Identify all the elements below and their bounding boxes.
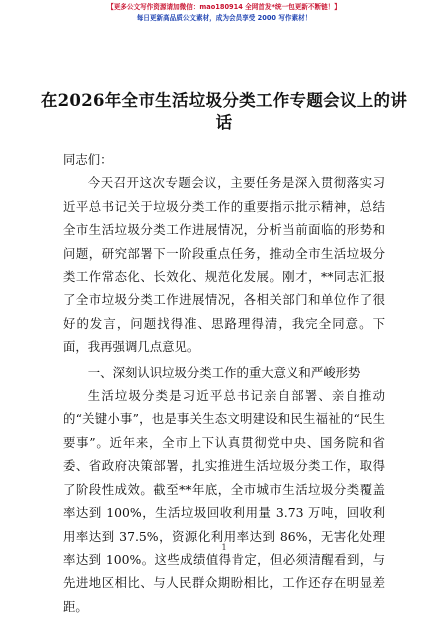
header-banner	[0, 2, 448, 24]
section-heading-1: 一、深刻认识垃圾分类工作的重大意义和严峻形势	[87, 364, 361, 380]
salutation: 同志们：	[63, 152, 113, 167]
paragraph-intro: 今天召开这次专题会议，主要任务是深入贯彻落实习近平总书记关于垃圾分类工作的重要指示批示精神，总结全市生活垃圾分类工作进展情况，分析当前面临的形势和问题，研究部署下一阶段重点任务，推动全市生活垃圾分类工作常态化、长效化、规范化发展。刚才，**同志汇报了全市垃圾分类工作进展情况，各相关部门和单位作了很好的发言，问题找得准、思路理得清，我完全同意。下面，我再强调几点意见。	[63, 175, 385, 355]
banner-line-1: 【更多公文写作资源请加微信：mao180914 全网首发*统一包更新不断链！】	[107, 3, 341, 11]
page-number: 1	[221, 543, 227, 552]
banner-line-2: 每日更新高品质公文素材，成为会员享受 2000 写作素材！	[136, 14, 312, 22]
document-title: 在2026年全市生活垃圾分类工作专题会议上的讲话	[40, 91, 408, 132]
paragraph-section-1: 生活垃圾分类是习近平总书记亲自部署、亲自推动的“关键小事”，也是事关生态文明建设和民生福祉的“民生要事”。近年来，全市上下认真贯彻党中央、国务院和省委、省政府决策部署，扎实推进生活垃圾分类工作，取得了阶段性成效。截至**年底，全市城市生活垃圾分类覆盖率达到 100%，生活垃圾回收利用量 3.73 万吨，回收利用率达到 37.5%，资源化利用率达到 86%，无害化处理率达到 100%。这些成绩值得肯定，但必须清醒看到，与先进地区相比、与人民群众期盼相比，工作还存在明显差距。	[63, 388, 385, 614]
